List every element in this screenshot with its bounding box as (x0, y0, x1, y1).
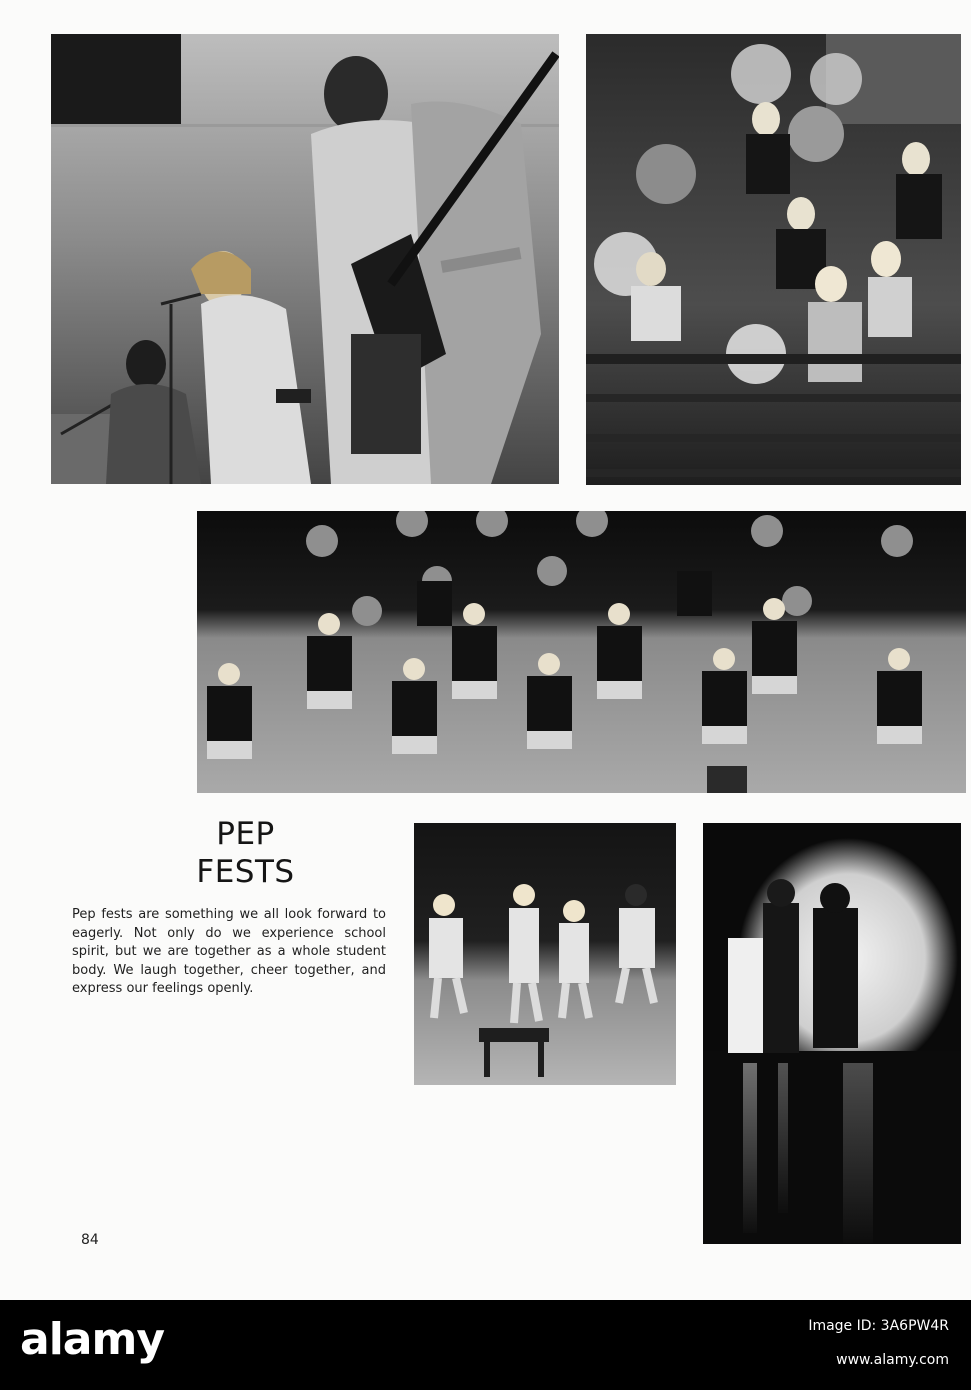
photo-cheer-stands-graphic (586, 34, 961, 485)
photo-spotlight-graphic (703, 823, 961, 1244)
title-line-2: FESTS (196, 854, 295, 890)
article-title (178, 815, 313, 891)
watermark-image-id: Image ID: 3A6PW4R (808, 1318, 949, 1334)
photo-band-performance (51, 34, 559, 484)
photo-spotlight-speaker (703, 823, 961, 1244)
photo-cheerleader-line (197, 511, 966, 793)
article-body: Pep fests are something we all look forward to eagerly. Not only do we experience school spirit, but we are together as a whole student body. We laugh together, cheer together, and express our feelings openly. (72, 907, 386, 997)
photo-cheerleaders-stands (586, 34, 961, 485)
page-number: 84 (81, 1232, 99, 1248)
watermark-logo: alamy (20, 1314, 164, 1365)
photo-skit-graphic (414, 823, 676, 1085)
photo-skit-performers (414, 823, 676, 1085)
photo-band-graphic (51, 34, 559, 484)
watermark-url: www.alamy.com (836, 1352, 949, 1368)
photo-cheer-line-graphic (197, 511, 966, 793)
title-line-1: PEP (216, 816, 275, 852)
watermark-band (0, 1300, 971, 1390)
